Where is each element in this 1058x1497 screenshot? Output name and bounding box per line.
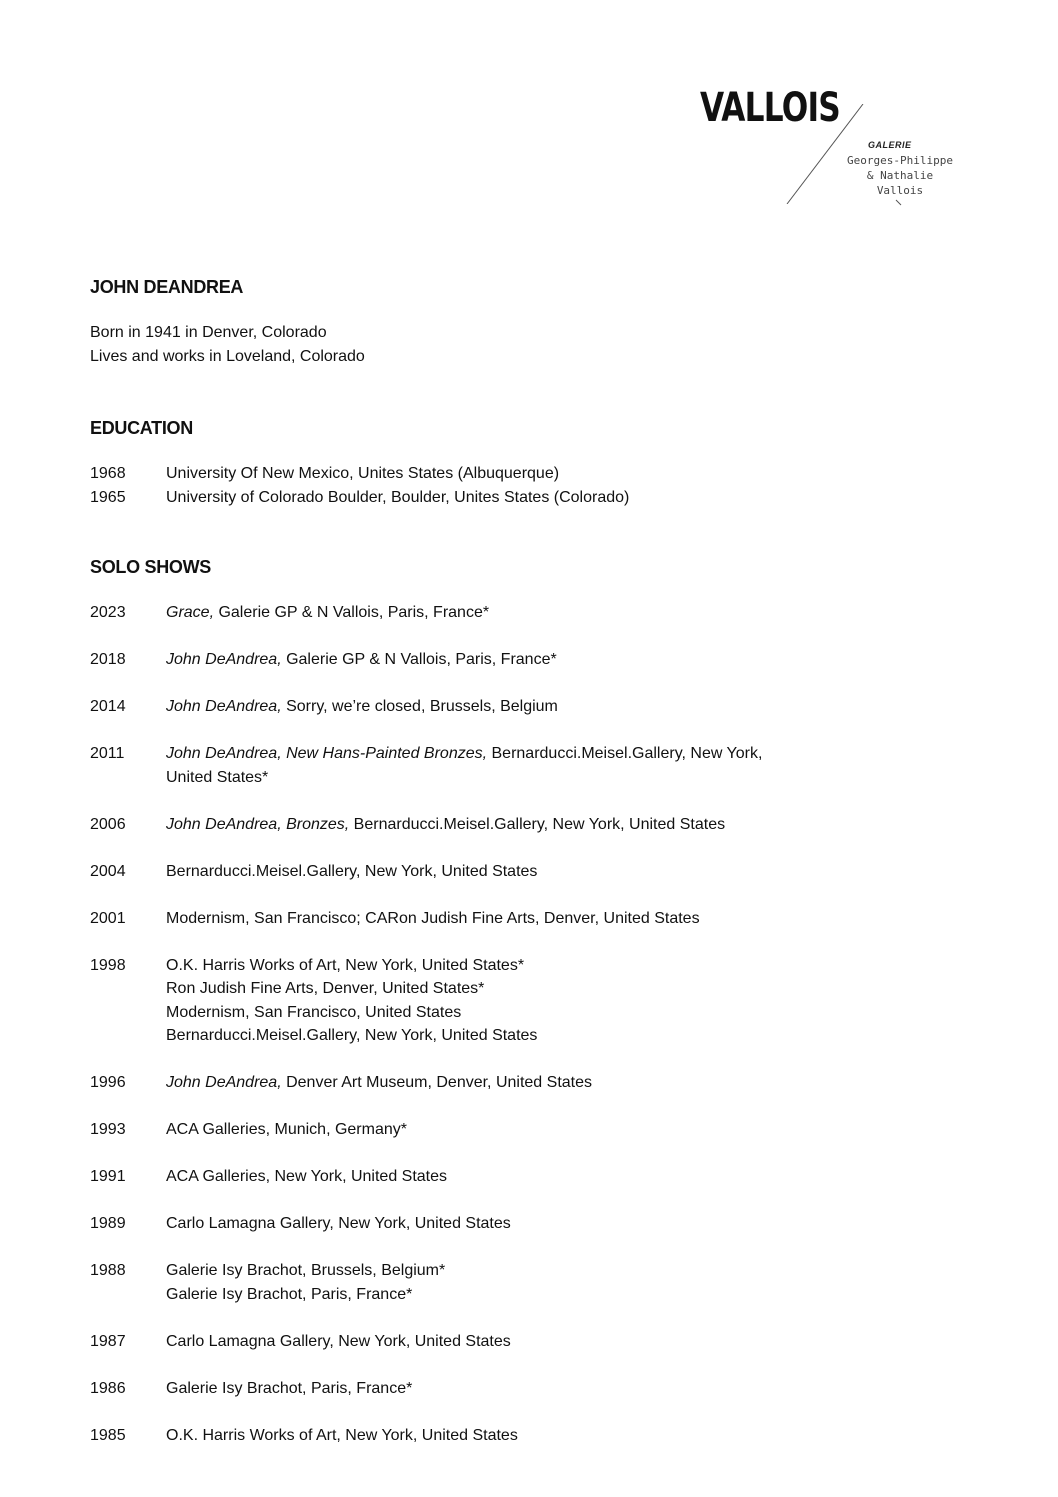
solo-show-entry bbox=[90, 1424, 890, 1448]
logo-name-line: & Nathalie bbox=[866, 169, 934, 182]
entry-text bbox=[166, 907, 890, 931]
entry-text: University of Colorado Boulder, Boulder, Unites States (Colorado) bbox=[166, 488, 630, 506]
entry-line bbox=[166, 1212, 890, 1236]
entry-title: John DeAndrea, Bronzes, bbox=[166, 815, 350, 833]
entry-venue: Galerie GP & N Vallois, Paris, France* bbox=[214, 604, 490, 621]
artist-lives: Lives and works in Loveland, Colorado bbox=[90, 348, 365, 365]
solo-show-entry bbox=[90, 813, 890, 837]
solo-show-entry bbox=[90, 1259, 890, 1306]
solo-show-entry bbox=[90, 860, 890, 884]
entry-year: 2014 bbox=[90, 698, 126, 715]
solo-show-entry bbox=[90, 1071, 890, 1095]
entry-line bbox=[166, 954, 890, 978]
solo-show-entry bbox=[90, 742, 890, 789]
entry-line bbox=[166, 1024, 890, 1048]
solo-shows-heading: SOLO SHOWS bbox=[90, 557, 212, 577]
artist-born: Born in 1941 in Denver, Colorado bbox=[90, 324, 327, 341]
entry-line bbox=[166, 1330, 890, 1354]
entry-year: 2023 bbox=[90, 604, 126, 621]
entry-line bbox=[166, 1165, 890, 1189]
entry-line bbox=[166, 1001, 890, 1025]
entry-line bbox=[166, 601, 890, 625]
entry-line bbox=[166, 1377, 890, 1401]
entry-venue: ACA Galleries, Munich, Germany* bbox=[166, 1121, 407, 1138]
entry-line bbox=[166, 860, 890, 884]
entry-line bbox=[166, 1424, 890, 1448]
gallery-logo bbox=[690, 84, 970, 214]
entry-title: John DeAndrea, bbox=[166, 651, 282, 668]
solo-shows-list bbox=[90, 601, 890, 1447]
entry-year: 2011 bbox=[90, 745, 125, 762]
entry-text bbox=[166, 648, 890, 672]
entry-text bbox=[166, 813, 890, 837]
entry-line bbox=[166, 1071, 890, 1095]
entry-line bbox=[166, 648, 890, 672]
entry-text bbox=[166, 954, 890, 1048]
entry-venue: Denver Art Museum, Denver, United States bbox=[281, 1074, 592, 1091]
entry-venue: Ron Judish Fine Arts, Denver, United States* bbox=[166, 980, 485, 997]
entry-year: 1965 bbox=[90, 488, 126, 506]
entry-year: 2018 bbox=[90, 651, 126, 668]
solo-show-entry bbox=[90, 1165, 890, 1189]
entry-text bbox=[166, 695, 890, 719]
entry-text bbox=[166, 1259, 890, 1306]
entry-text bbox=[166, 1165, 890, 1189]
entry-line bbox=[166, 1283, 890, 1307]
entry-text bbox=[166, 860, 890, 884]
entry-venue: United States* bbox=[166, 768, 269, 786]
solo-show-entry bbox=[90, 1212, 890, 1236]
entry-venue: Galerie GP & N Vallois, Paris, France* bbox=[281, 651, 557, 668]
entry-line bbox=[166, 977, 890, 1001]
entry-venue: Sorry, we’re closed, Brussels, Belgium bbox=[281, 698, 558, 715]
logo-tick-mark bbox=[895, 198, 905, 208]
entry-year: 1987 bbox=[90, 1332, 126, 1350]
entry-year: 1998 bbox=[90, 956, 126, 974]
entry-venue: Bernarducci.Meisel.Gallery, New York, bbox=[487, 745, 763, 762]
solo-show-entry bbox=[90, 601, 890, 625]
entry-year: 1968 bbox=[90, 465, 126, 482]
entry-line bbox=[166, 1118, 890, 1142]
education-heading: EDUCATION bbox=[90, 418, 193, 438]
entry-year: 1988 bbox=[90, 1262, 126, 1279]
education-entry bbox=[90, 486, 890, 510]
solo-show-entry bbox=[90, 1330, 890, 1354]
entry-text bbox=[166, 1330, 890, 1354]
entry-text bbox=[166, 601, 890, 625]
entry-year: 1986 bbox=[90, 1379, 126, 1397]
entry-text bbox=[166, 1424, 890, 1448]
education-section bbox=[90, 416, 890, 509]
cv-content bbox=[90, 275, 890, 1471]
entry-year: 1989 bbox=[90, 1215, 126, 1232]
logo-name-line: Vallois bbox=[876, 184, 924, 197]
entry-year: 1985 bbox=[90, 1426, 126, 1444]
entry-line bbox=[166, 695, 890, 719]
entry-year: 2004 bbox=[90, 862, 126, 880]
entry-venue: Bernarducci.Meisel.Gallery, New York, United States bbox=[166, 1027, 538, 1044]
entry-year: 2006 bbox=[90, 815, 126, 833]
education-entry bbox=[90, 462, 890, 486]
solo-show-entry bbox=[90, 695, 890, 719]
entry-venue: Modernism, San Francisco, United States bbox=[166, 1003, 462, 1021]
solo-show-entry bbox=[90, 954, 890, 1048]
entry-title: Grace, bbox=[166, 604, 215, 621]
entry-venue: O.K. Harris Works of Art, New York, United States* bbox=[166, 956, 525, 974]
solo-show-entry bbox=[90, 648, 890, 672]
entry-text bbox=[166, 1071, 890, 1095]
entry-year: 1991 bbox=[90, 1168, 126, 1185]
entry-text bbox=[166, 1118, 890, 1142]
entry-venue: Galerie Isy Brachot, Paris, France* bbox=[166, 1285, 413, 1303]
entry-text: University Of New Mexico, Unites States (Albuquerque) bbox=[166, 465, 560, 482]
solo-shows-section bbox=[90, 555, 890, 1447]
entry-title: John DeAndrea, bbox=[166, 1074, 282, 1091]
entry-line bbox=[166, 1259, 890, 1283]
entry-line bbox=[166, 907, 890, 931]
entry-year: 2001 bbox=[90, 909, 126, 927]
solo-show-entry bbox=[90, 1118, 890, 1142]
logo-owner-names bbox=[840, 153, 960, 198]
entry-venue: Carlo Lamagna Gallery, New York, United States bbox=[166, 1332, 511, 1350]
entry-venue: Galerie Isy Brachot, Brussels, Belgium* bbox=[166, 1262, 446, 1279]
entry-venue: Bernarducci.Meisel.Gallery, New York, United States bbox=[166, 862, 538, 880]
logo-wordmark: VALLOIS bbox=[700, 85, 840, 131]
entry-line bbox=[166, 742, 890, 766]
logo-name-line: Georges-Philippe bbox=[847, 154, 953, 167]
entry-year: 1996 bbox=[90, 1074, 126, 1091]
solo-show-entry bbox=[90, 1377, 890, 1401]
entry-text bbox=[166, 742, 890, 789]
entry-line bbox=[166, 766, 890, 790]
entry-year: 1993 bbox=[90, 1121, 126, 1138]
logo-galerie-label: GALERIE bbox=[868, 140, 912, 150]
entry-title: John DeAndrea, New Hans-Painted Bronzes, bbox=[166, 745, 488, 762]
entry-venue: Carlo Lamagna Gallery, New York, United States bbox=[166, 1215, 511, 1232]
entry-venue: ACA Galleries, New York, United States bbox=[166, 1168, 448, 1185]
artist-name: JOHN DEANDREA bbox=[90, 277, 244, 297]
entry-venue: Galerie Isy Brachot, Paris, France* bbox=[166, 1379, 413, 1397]
entry-line bbox=[166, 813, 890, 837]
entry-text bbox=[166, 1377, 890, 1401]
artist-bio bbox=[90, 321, 890, 369]
entry-venue: O.K. Harris Works of Art, New York, United States bbox=[166, 1426, 518, 1444]
entry-title: John DeAndrea, bbox=[166, 698, 282, 715]
entry-text bbox=[166, 1212, 890, 1236]
education-list bbox=[90, 462, 890, 509]
entry-venue: Modernism, San Francisco; CARon Judish Fine Arts, Denver, United States bbox=[166, 909, 700, 927]
entry-venue: Bernarducci.Meisel.Gallery, New York, United States bbox=[349, 815, 726, 833]
solo-show-entry bbox=[90, 907, 890, 931]
